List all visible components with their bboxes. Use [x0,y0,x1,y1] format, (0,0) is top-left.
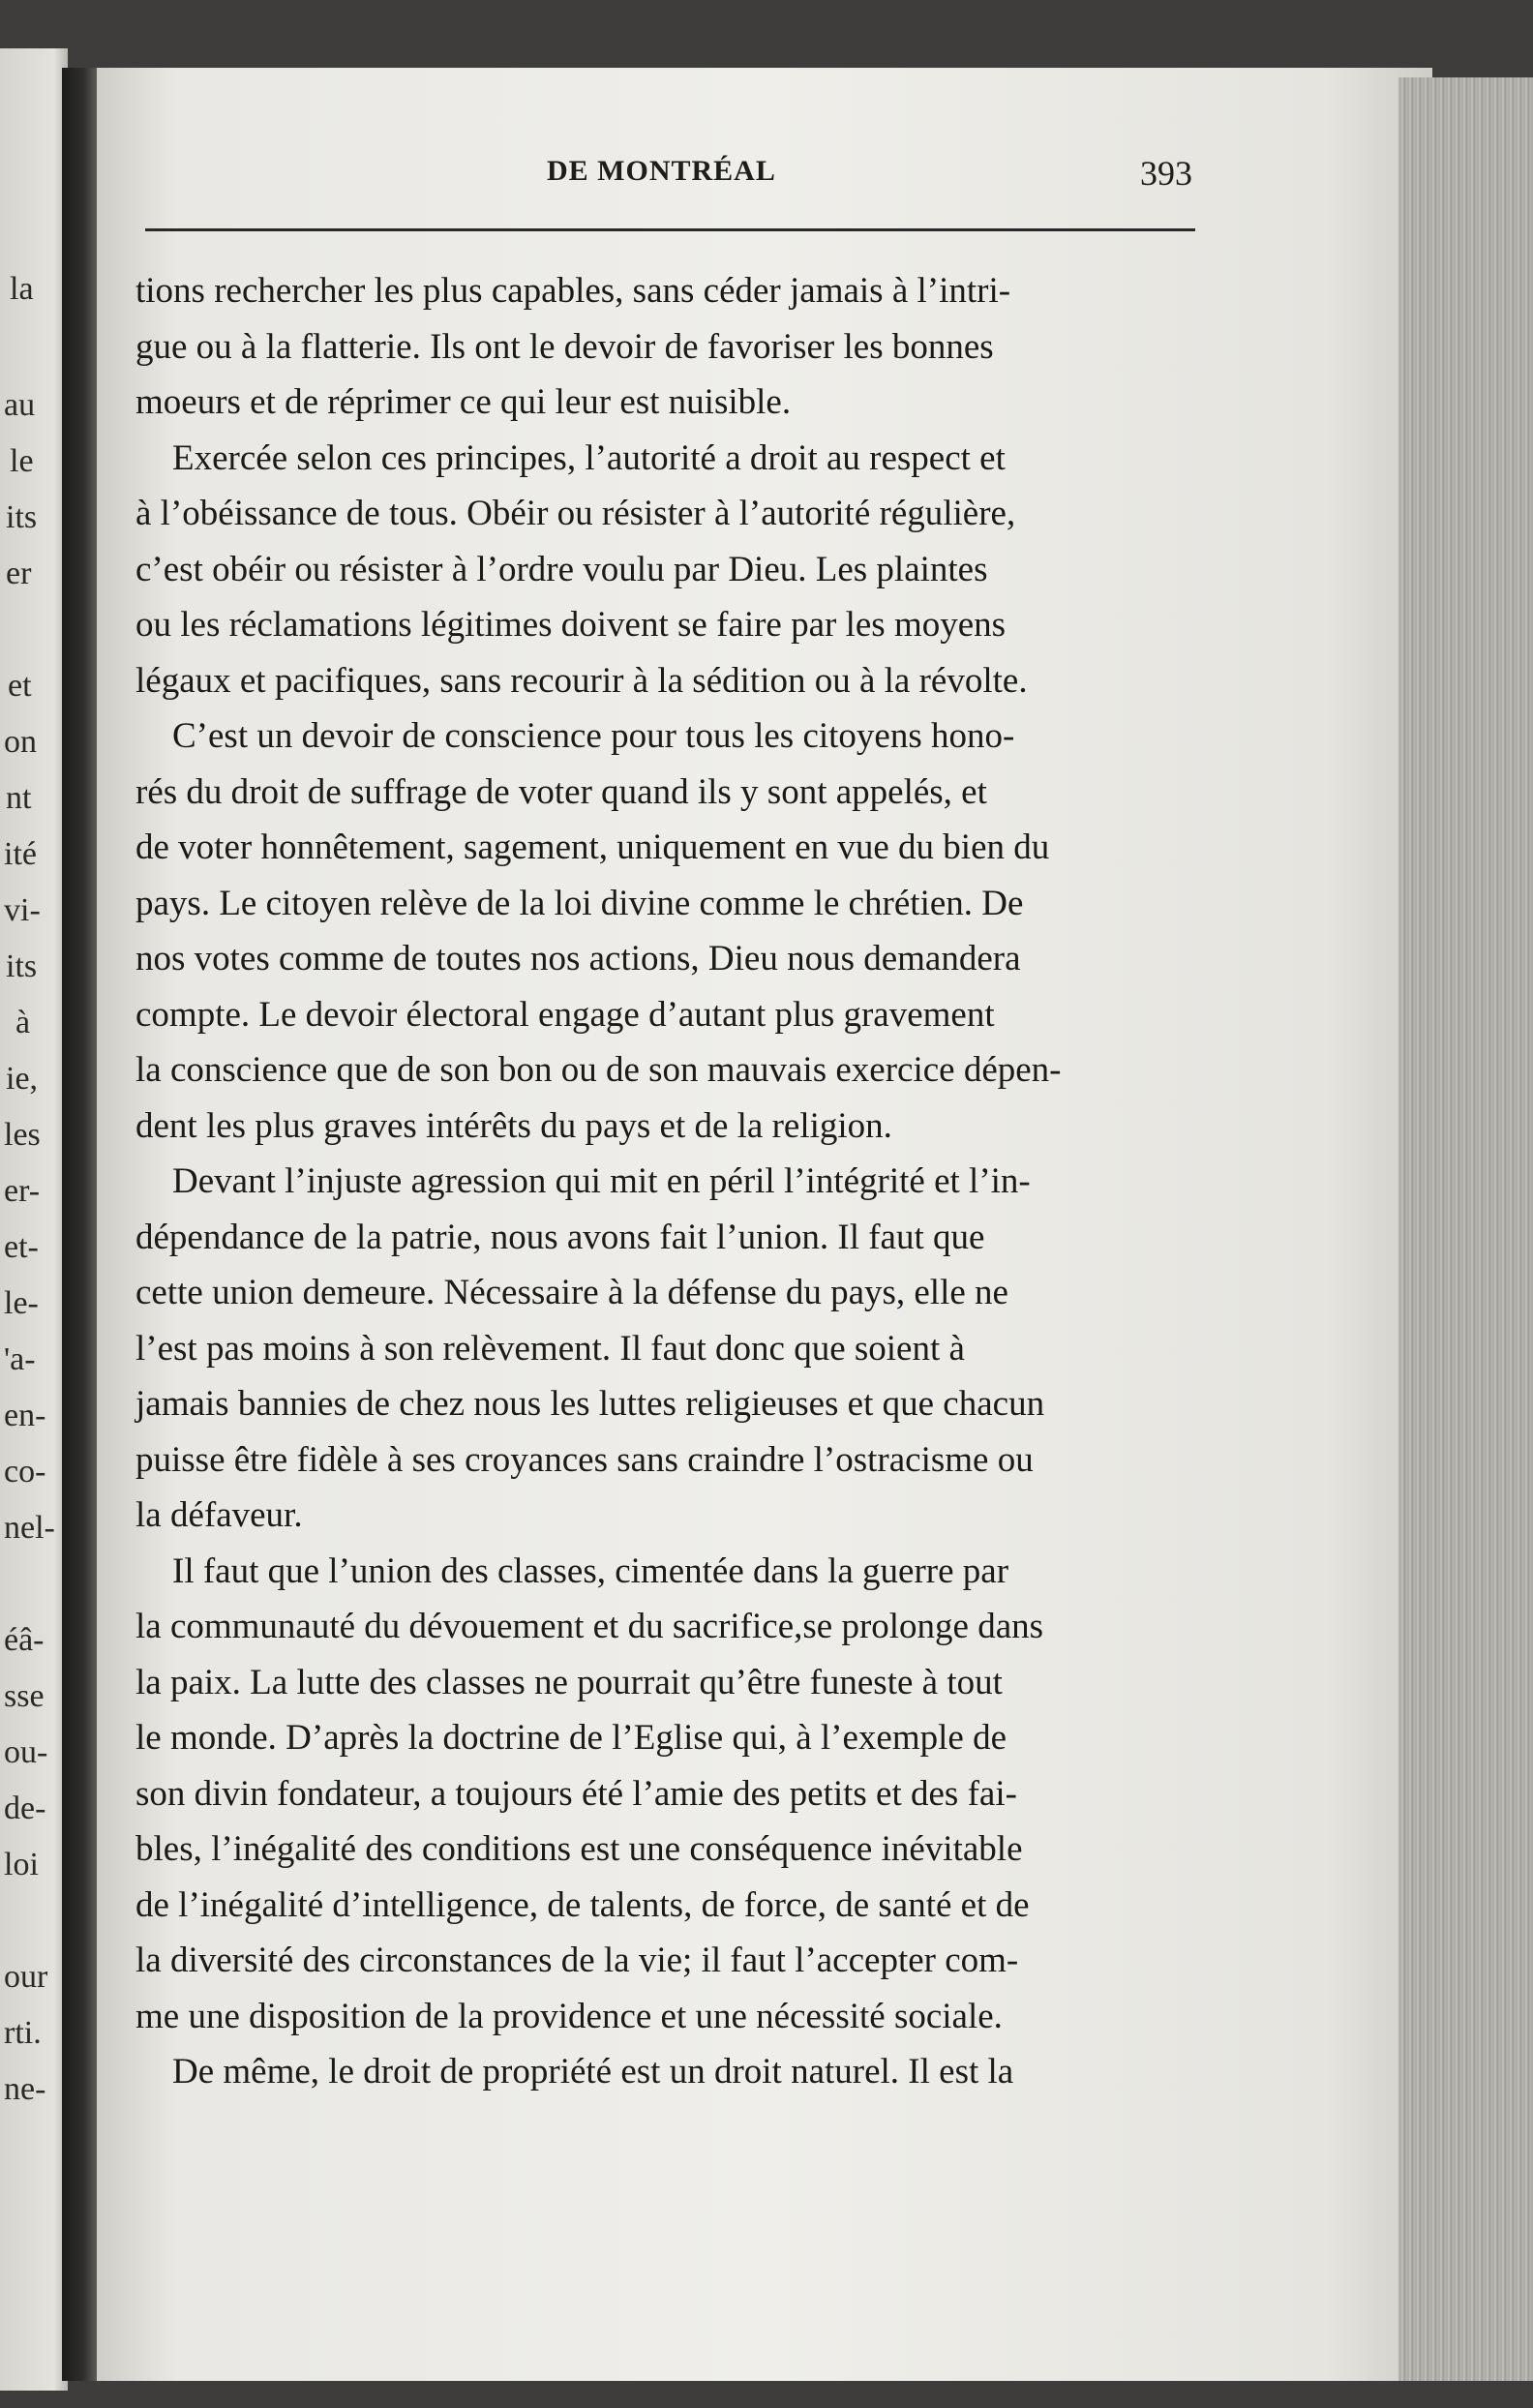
facing-page-fragment: nt [6,780,32,816]
text-line: à l’obéissance de tous. Obéir ou résister à l’autorité régulière, [135,494,1016,533]
text-line: puisse être fidèle à ses croyances sans craindre l’ostracisme ou [135,1439,1034,1480]
facing-page-fragment: co- [4,1454,46,1490]
book-gutter [62,68,101,2381]
text-line: Devant l’injuste agression qui mit en péril l’intégrité et l’in- [172,1161,1031,1201]
facing-page-fragment: loi [4,1847,39,1882]
text-line: son divin fondateur, a toujours été l’amie des petits et des fai- [135,1773,1017,1814]
facing-page-fragment: les [4,1117,41,1153]
text-line: dent les plus graves intérêts du pays et de la religion. [135,1105,892,1146]
facing-page-fragment: et- [4,1229,39,1265]
facing-page-fragment: er- [4,1173,41,1209]
text-line: tions rechercher les plus capables, sans céder jamais à l’intri- [135,271,1011,311]
text-line: la conscience que de son bon ou de son mauvais exercice dépen- [135,1050,1062,1090]
facing-page-fragment: its [6,948,38,984]
page-number: 393 [1140,154,1192,193]
text-line: l’est pas moins à son relèvement. Il faut donc que soient à [135,1328,965,1369]
facing-page-fragment: vi- [4,892,41,928]
text-line: de l’inégalité d’intelligence, de talents, de force, de santé et de [135,1884,1030,1925]
facing-page-fragment: er [6,556,32,591]
facing-page-fragment: la [10,271,34,307]
text-line: de voter honnêtement, sagement, uniquement en vue du bien du [135,828,1050,867]
text-line: Il faut que l’union des classes, cimentée dans la guerre par [172,1550,1009,1591]
text-line: me une disposition de la providence et une nécessité sociale. [135,1996,1003,2036]
text-line: la diversité des circonstances de la vie; il faut l’accepter com- [135,1941,1019,1980]
text-line: jamais bannies de chez nous les luttes religieuses et que chacun [135,1384,1045,1424]
text-line: pays. Le citoyen relève de la loi divine comme le chrétien. De [135,883,1024,923]
facing-page-fragment: sse [4,1678,45,1714]
text-line: ou les réclamations légitimes doivent se faire par les moyens [135,605,1007,645]
text-line: la communauté du dévouement et du sacrifice,se prolonge dans [135,1607,1044,1646]
facing-page-fragment: ou- [4,1734,48,1770]
text-line: bles, l’inégalité des conditions est une conséquence inévitable [135,1829,1023,1869]
facing-page-fragment: its [6,499,38,535]
facing-page-fragment: rti. [4,2015,42,2051]
text-line: De même, le droit de propriété est un droit naturel. Il est la [172,2052,1014,2092]
text-line: moeurs et de réprimer ce qui leur est nuisible. [135,382,792,422]
facing-page-fragment: le- [4,1285,39,1321]
facing-page-fragment: de- [4,1791,46,1826]
facing-page-fragment: ne- [4,2071,46,2107]
body-text [135,263,1200,2100]
facing-page-fragment: le [10,443,34,479]
running-head: DE MONTRÉAL [547,155,776,187]
text-line: compte. Le devoir électoral engage d’autant plus gravement [135,994,995,1035]
text-line: légaux et pacifiques, sans recourir à la sédition ou à la révolte. [135,660,1028,701]
facing-page-fragment: 'a- [4,1341,36,1377]
header-rule [145,228,1195,231]
facing-page-edge [0,48,68,2391]
text-line: nos votes comme de toutes nos actions, Dieu nous demandera [135,939,1021,978]
text-line: cette union demeure. Nécessaire à la défense du pays, elle ne [135,1273,1008,1312]
page-edges [1398,77,1533,2381]
facing-page-fragment: on [4,724,37,760]
facing-page-fragment: ie, [6,1061,39,1097]
text-line: rés du droit de suffrage de voter quand ils y sont appelés, et [135,771,987,812]
facing-page-fragment: ité [4,836,37,872]
text-line: Exercée selon ces principes, l’autorité a droit au respect et [172,437,1006,478]
facing-page-fragment: our [4,1959,48,1995]
text-line: le monde. D’après la doctrine de l’Eglise qui, à l’exemple de [135,1718,1007,1758]
facing-page-fragment: au [4,387,36,423]
text-line: c’est obéir ou résister à l’ordre voulu par Dieu. Les plaintes [135,549,988,589]
text-line: C’est un devoir de conscience pour tous les citoyens hono- [172,716,1015,756]
facing-page-fragment: éâ- [4,1622,45,1658]
facing-page-fragment: en- [4,1398,46,1433]
text-line: la défaveur. [135,1495,303,1535]
text-line: gue ou à la flatterie. Ils ont le devoir de favoriser les bonnes [135,326,994,367]
facing-page-fragment: et [8,668,32,704]
facing-page-fragment: nel- [4,1510,55,1546]
facing-page-fragment: à [15,1005,31,1040]
text-line: la paix. La lutte des classes ne pourrait qu’être funeste à tout [135,1662,1003,1702]
text-line: dépendance de la patrie, nous avons fait l’union. Il faut que [135,1217,985,1257]
